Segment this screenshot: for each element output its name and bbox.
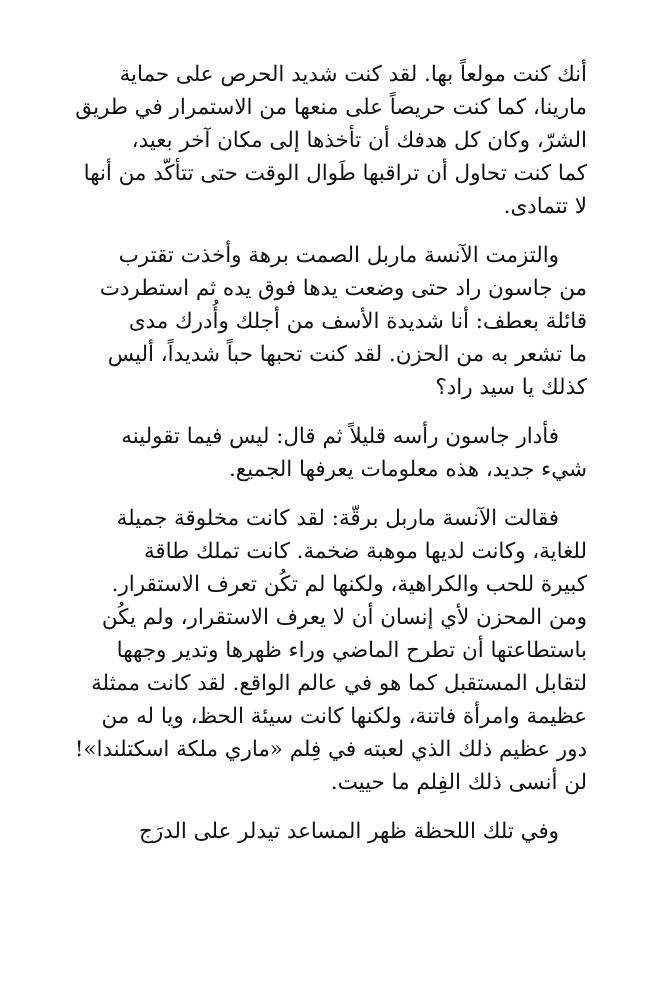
paragraph-1: أنك كنت مولعاً بها. لقد كنت شديد الحرص على حماية مارينا، كما كنت حريصاً على منعها من الاستمرار في طريق الشرّ، وكان كل هدفك أن تأخذها إلى مكان آخر بعيد، كما كنت تحاول أن تراقبها طَوال الوقت حتى تتأكّد من أنها لا تتمادى. [75, 62, 587, 219]
paragraph-4: فقالت الآنسة ماربل برقّة: لقد كانت مخلوقة جميلة للغاية، وكانت لديها موهبة ضخمة. كانت تملك طاقة كبيرة للحب والكراهية، ولكنها لم تكُن تعرف الاستقرار. ومن المحزن لأي إنسان أن لا يعرف الاستقرار، ولم يكُن باستطاعتها أن تطرح الماضي وراء ظهرها وتدير وجهها لتقابل المستقبل كما هو في عالم الواقع. لقد كانت ممثلة عظيمة وامرأة فاتنة، ولكنها كانت سيئة الحظ، ويا له من دور عظيم ذلك الذي لعبته في فِلم «ماري ملكة اسكتلندا»! لن أنسى ذلك الفِلم ما حييت. [74, 506, 587, 795]
paragraph-3: فأدار جاسون رأسه قليلاً ثم قال: ليس فيما تقولينه شيء جديد، هذه معلومات يعرفها الجميع. [121, 424, 587, 482]
paragraph-2: والتزمت الآنسة ماربل الصمت برهة وأخذت تقترب من جاسون راد حتى وضعت يدها فوق يده ثم استطردت قائلة بعطف: أنا شديدة الأسف من أجلك وأُدرك مدى ما تشعر به من الحزن. لقد كنت تحبها حباً شديداً، أليس كذلك يا سيد راد؟ [99, 243, 587, 400]
paragraph-5: وفي تلك اللحظة ظهر المساعد تيدلر على الدرَج [139, 819, 559, 844]
book-page [66, 58, 587, 864]
